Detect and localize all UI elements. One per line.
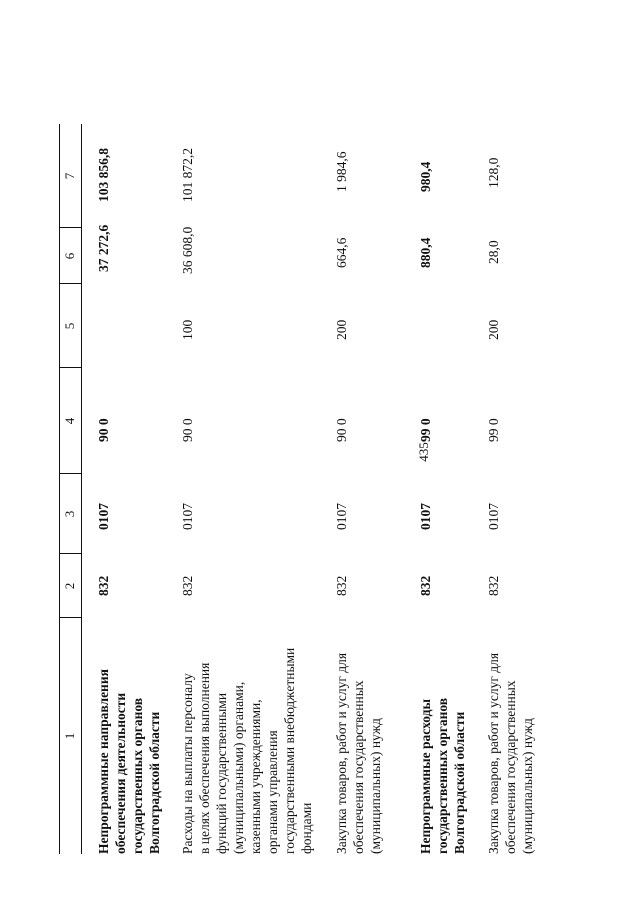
row-4-name bbox=[417, 698, 468, 854]
page-number: 435 bbox=[416, 442, 431, 462]
row-5-c4: 99 0 bbox=[486, 418, 501, 442]
row-1-c4: 90 0 bbox=[96, 418, 111, 442]
row-3-c5: 200 bbox=[334, 319, 349, 340]
row-2-c6: 36 608,0 bbox=[180, 226, 195, 274]
row-4-c2: 832 bbox=[418, 575, 433, 596]
column-header-3: 3 bbox=[62, 510, 77, 518]
name-line: (муниципальных) нужд bbox=[520, 718, 535, 854]
row-5-c7: 128,0 bbox=[486, 157, 501, 188]
name-line: органами управления bbox=[265, 730, 280, 854]
row-5-c5: 200 bbox=[486, 319, 501, 340]
name-line: обеспечения деятельности bbox=[113, 692, 128, 854]
budget-table bbox=[59, 34, 399, 854]
row-2-name bbox=[179, 648, 315, 854]
row-5-name bbox=[485, 653, 536, 854]
name-line: Закупка товаров, работ и услуг для bbox=[334, 652, 349, 854]
column-header-2: 2 bbox=[62, 582, 77, 590]
name-line: обеспечения государственных bbox=[351, 680, 366, 854]
row-4-c6: 880,4 bbox=[418, 237, 433, 268]
row-2-c2: 832 bbox=[180, 575, 195, 596]
name-line: функций государственными bbox=[214, 692, 229, 854]
name-line: Волгоградской области bbox=[452, 711, 467, 854]
row-5-c3: 0107 bbox=[486, 503, 501, 530]
name-line: Волгоградской области bbox=[147, 711, 162, 854]
header-bottom-rule bbox=[81, 124, 82, 854]
name-line: Непрограммные направления bbox=[96, 669, 111, 854]
name-line: Расходы на выплаты персоналу bbox=[180, 673, 195, 854]
row-2-c3: 0107 bbox=[180, 503, 195, 530]
name-line: государственными внебюджетными bbox=[282, 647, 297, 854]
row-2-c7: 101 872,2 bbox=[180, 148, 195, 202]
name-line: обеспечения государственных bbox=[503, 680, 518, 854]
row-1-name bbox=[95, 669, 163, 854]
row-4-c7: 980,4 bbox=[418, 161, 433, 192]
row-1-c7: 103 856,8 bbox=[96, 148, 111, 202]
row-2-c4: 90 0 bbox=[180, 418, 195, 442]
row-3-c3: 0107 bbox=[334, 503, 349, 530]
row-1-c6: 37 272,6 bbox=[96, 224, 111, 272]
row-1-c3: 0107 bbox=[96, 503, 111, 530]
column-header-5: 5 bbox=[62, 322, 77, 330]
name-line: фондами bbox=[299, 802, 314, 854]
row-3-name bbox=[333, 653, 384, 854]
name-line: государственных органов bbox=[435, 697, 450, 854]
row-4-c3: 0107 bbox=[418, 503, 433, 530]
row-3-c4: 90 0 bbox=[334, 418, 349, 442]
column-header-1: 1 bbox=[62, 732, 77, 740]
name-line: (муниципальных) нужд bbox=[368, 718, 383, 854]
row-5-c6: 28,0 bbox=[486, 240, 501, 264]
row-1-c2: 832 bbox=[96, 575, 111, 596]
row-5-c2: 832 bbox=[486, 575, 501, 596]
name-line: Закупка товаров, работ и услуг для bbox=[486, 652, 501, 854]
name-line: (муниципальными) органами, bbox=[231, 681, 246, 854]
column-header-6: 6 bbox=[62, 252, 77, 260]
column-header-4: 4 bbox=[62, 417, 77, 425]
row-3-c6: 664,6 bbox=[334, 237, 349, 268]
column-header-7: 7 bbox=[62, 172, 77, 180]
row-3-c7: 1 984,6 bbox=[334, 151, 349, 192]
row-4-c4: 99 0 bbox=[418, 418, 433, 442]
name-line: в целях обеспечения выполнения bbox=[197, 662, 212, 854]
name-line: государственных органов bbox=[130, 697, 145, 854]
row-2-c5: 100 bbox=[180, 319, 195, 340]
name-line: казенными учреждениями, bbox=[248, 699, 263, 854]
budget-table-continued bbox=[417, 34, 640, 854]
row-3-c2: 832 bbox=[334, 575, 349, 596]
name-line: Непрограммные расходы bbox=[418, 698, 433, 854]
